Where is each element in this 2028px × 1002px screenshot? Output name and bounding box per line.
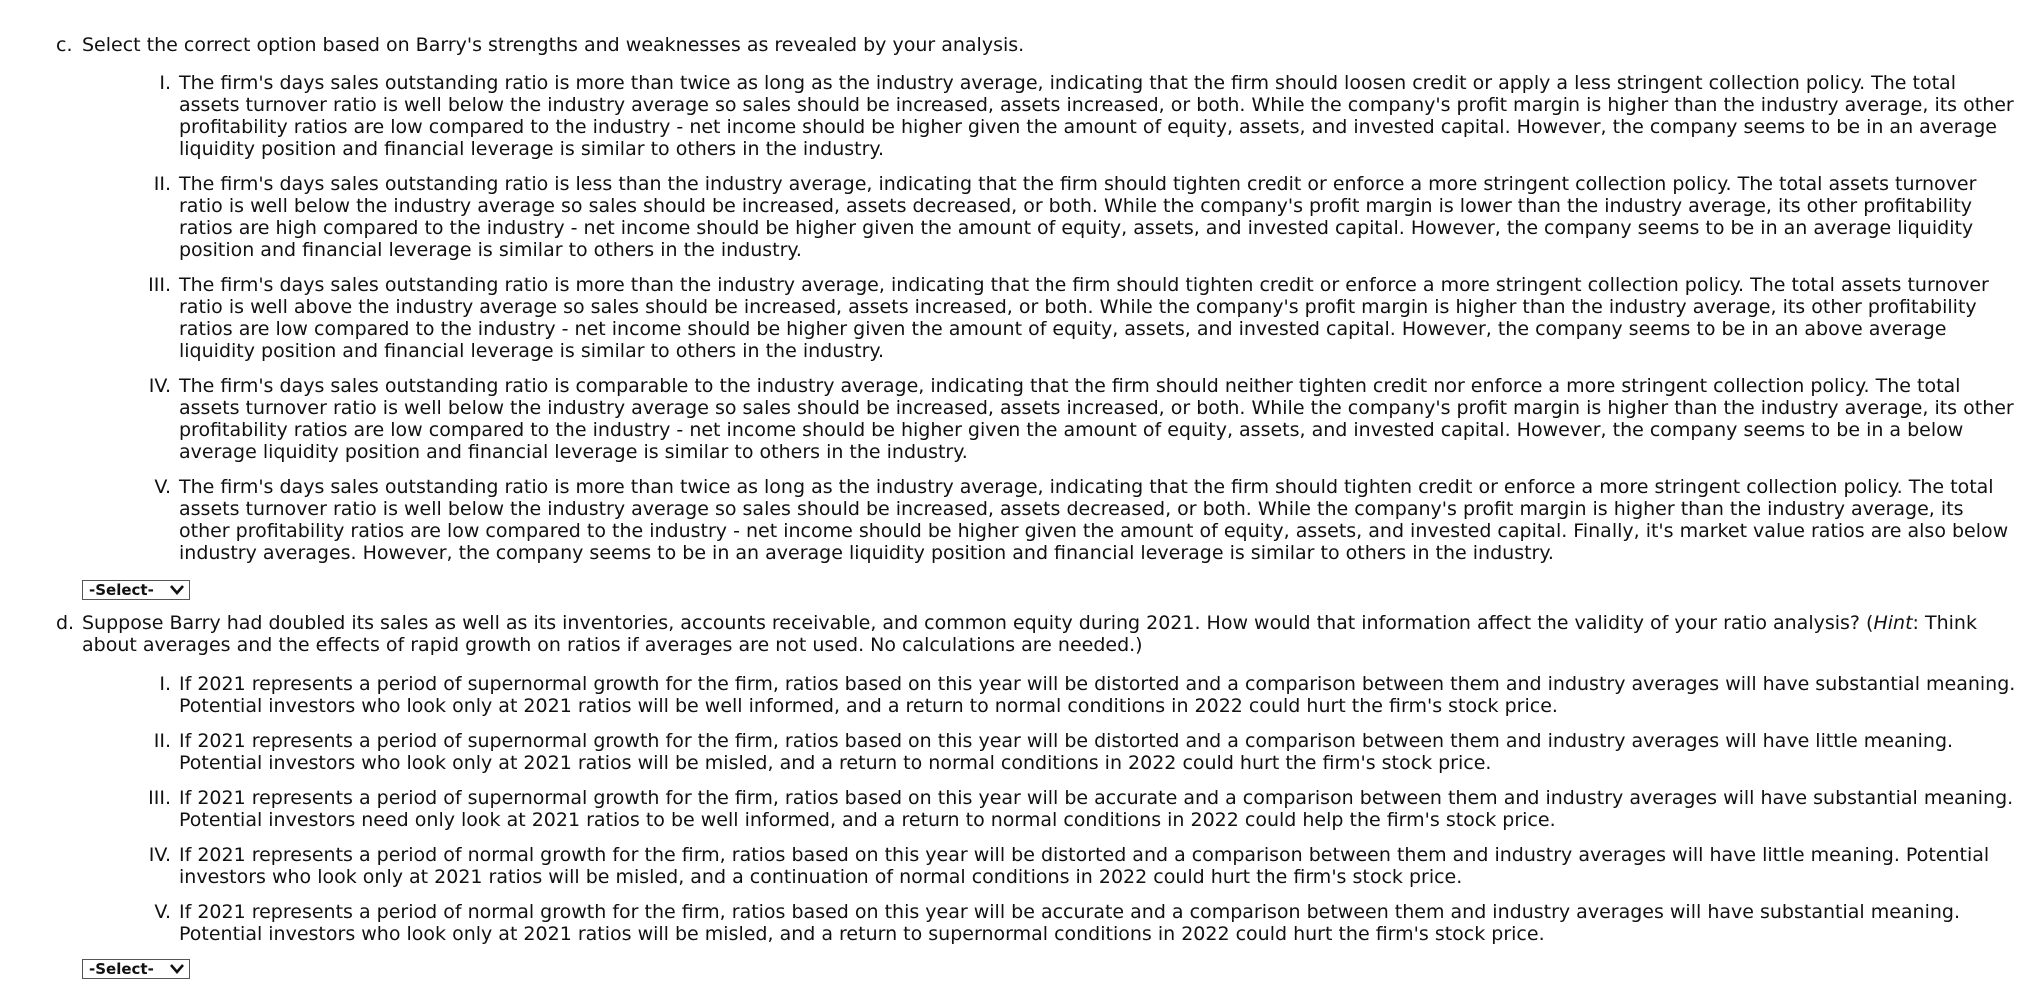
question-d-options (56, 673, 2020, 945)
option-number: IV. (148, 375, 171, 397)
option-number: I. (159, 72, 171, 94)
option-number: III. (148, 274, 171, 296)
question-d-header (56, 612, 2016, 656)
question-c-header (56, 34, 2016, 56)
question-d-prompt-end: : Think about averages and the effects of rapid growth on ratios if averages are not used. No calculations are needed.) (82, 612, 1977, 656)
question-c-options (56, 72, 2020, 564)
question-c-option-1 (56, 72, 2020, 160)
question-d-option-1 (56, 673, 2020, 717)
option-text: The firm's days sales outstanding ratio is more than twice as long as the industry average, indicating that the firm should loosen credit or apply a less stringent collection policy. The total assets turnover ratio is well below the industry average so sales should be increased, assets increased, or both. While the company's profit margin is higher than the industry average, its other profitability ratios are low compared to the industry - net income should be higher given the amount of equity, assets, and invested capital. However, the company seems to be in an average liquidity position and financial leverage is similar to others in the industry. (179, 72, 2014, 160)
question-c-option-2 (56, 173, 2020, 261)
option-text: The firm's days sales outstanding ratio is less than the industry average, indicating that the firm should tighten credit or enforce a more stringent collection policy. The total assets turnover ratio is well below the industry average so sales should be increased, assets decreased, or both. While the company's profit margin is lower than the industry average, its other profitability ratios are high compared to the industry - net income should be higher given the amount of equity, assets, and invested capital. However, the company seems to be in an average liquidity position and financial leverage is similar to others in the industry. (179, 173, 1977, 261)
option-number: I. (159, 673, 171, 695)
question-d-answer-select[interactable] (82, 959, 190, 979)
question-c-answer-select[interactable] (82, 580, 190, 600)
option-number: V. (154, 476, 171, 498)
question-c-prompt: Select the correct option based on Barry's strengths and weaknesses as revealed by your analysis. (82, 34, 1025, 56)
option-number: II. (153, 730, 171, 752)
question-d (56, 612, 2016, 656)
option-text: The firm's days sales outstanding ratio is more than the industry average, indicating that the firm should tighten credit or enforce a more stringent collection policy. The total assets turnover ratio is well above the industry average so sales should be increased, assets increased, or both. While the company's profit margin is higher than the industry average, its other profitability ratios are low compared to the industry - net income should be higher given the amount of equity, assets, and invested capital. However, the company seems to be in an above average liquidity position and financial leverage is similar to others in the industry. (179, 274, 1989, 362)
chevron-down-icon (169, 962, 185, 976)
question-d-option-2 (56, 730, 2020, 774)
option-text: The firm's days sales outstanding ratio is comparable to the industry average, indicating that the firm should neither tighten credit nor enforce a more stringent collection policy. The total assets turnover ratio is well below the industry average so sales should be increased, assets increased, or both. While the company's profit margin is higher than the industry average, its other profitability ratios are low compared to the industry - net income should be higher given the amount of equity, assets, and invested capital. However, the company seems to be in a below average liquidity position and financial leverage is similar to others in the industry. (179, 375, 2014, 463)
option-number: V. (154, 901, 171, 923)
question-d-option-5 (56, 901, 2020, 945)
question-c-option-4 (56, 375, 2020, 463)
select-label: -Select- (89, 581, 154, 599)
hint-label: Hint (1873, 612, 1913, 634)
option-number: III. (148, 787, 171, 809)
option-number: IV. (148, 844, 171, 866)
select-label: -Select- (89, 960, 154, 978)
question-c-option-5 (56, 476, 2020, 564)
question-c (56, 34, 2016, 56)
question-d-letter: d. (56, 612, 75, 634)
option-text: The firm's days sales outstanding ratio is more than twice as long as the industry average, indicating that the firm should tighten credit or enforce a more stringent collection policy. The total assets turnover ratio is well below the industry average so sales should be increased, assets decreased, or both. While the company's profit margin is higher than the industry average, its other profitability ratios are low compared to the industry - net income should be higher given the amount of equity, assets, and invested capital. Finally, it's market value ratios are also below industry averages. However, the company seems to be in an average liquidity position and financial leverage is similar to others in the industry. (179, 476, 2009, 564)
option-text: If 2021 represents a period of supernormal growth for the firm, ratios based on this year will be distorted and a comparison between them and industry averages will have little meaning. Potential investors who look only at 2021 ratios will be misled, and a return to normal conditions in 2022 could hurt the firm's stock price. (179, 730, 1954, 774)
question-d-option-4 (56, 844, 2020, 888)
question-c-letter: c. (56, 34, 73, 56)
option-text: If 2021 represents a period of supernormal growth for the firm, ratios based on this year will be distorted and a comparison between them and industry averages will have substantial meaning. Potential investors who look only at 2021 ratios will be well informed, and a return to normal conditions in 2022 could hurt the firm's stock price. (179, 673, 2016, 717)
question-c-option-3 (56, 274, 2020, 362)
chevron-down-icon (169, 583, 185, 597)
option-text: If 2021 represents a period of normal growth for the firm, ratios based on this year will be accurate and a comparison between them and industry averages will have substantial meaning. Potential investors who look only at 2021 ratios will be misled, and a return to supernormal conditions in 2022 could hurt the firm's stock price. (179, 901, 1960, 945)
question-d-prompt (82, 612, 1977, 656)
option-text: If 2021 represents a period of normal growth for the firm, ratios based on this year will be distorted and a comparison between them and industry averages will have little meaning. Potential investors who look only at 2021 ratios will be misled, and a continuation of normal conditions in 2022 could hurt the firm's stock price. (179, 844, 1990, 888)
question-d-option-3 (56, 787, 2020, 831)
question-d-prompt-start: Suppose Barry had doubled its sales as well as its inventories, accounts receivable, and common equity during 2021. How would that information affect the validity of your ratio analysis? ( (82, 612, 1874, 634)
option-text: If 2021 represents a period of supernormal growth for the firm, ratios based on this year will be accurate and a comparison between them and industry averages will have substantial meaning. Potential investors need only look at 2021 ratios to be well informed, and a return to normal conditions in 2022 could help the firm's stock price. (179, 787, 2014, 831)
option-number: II. (153, 173, 171, 195)
